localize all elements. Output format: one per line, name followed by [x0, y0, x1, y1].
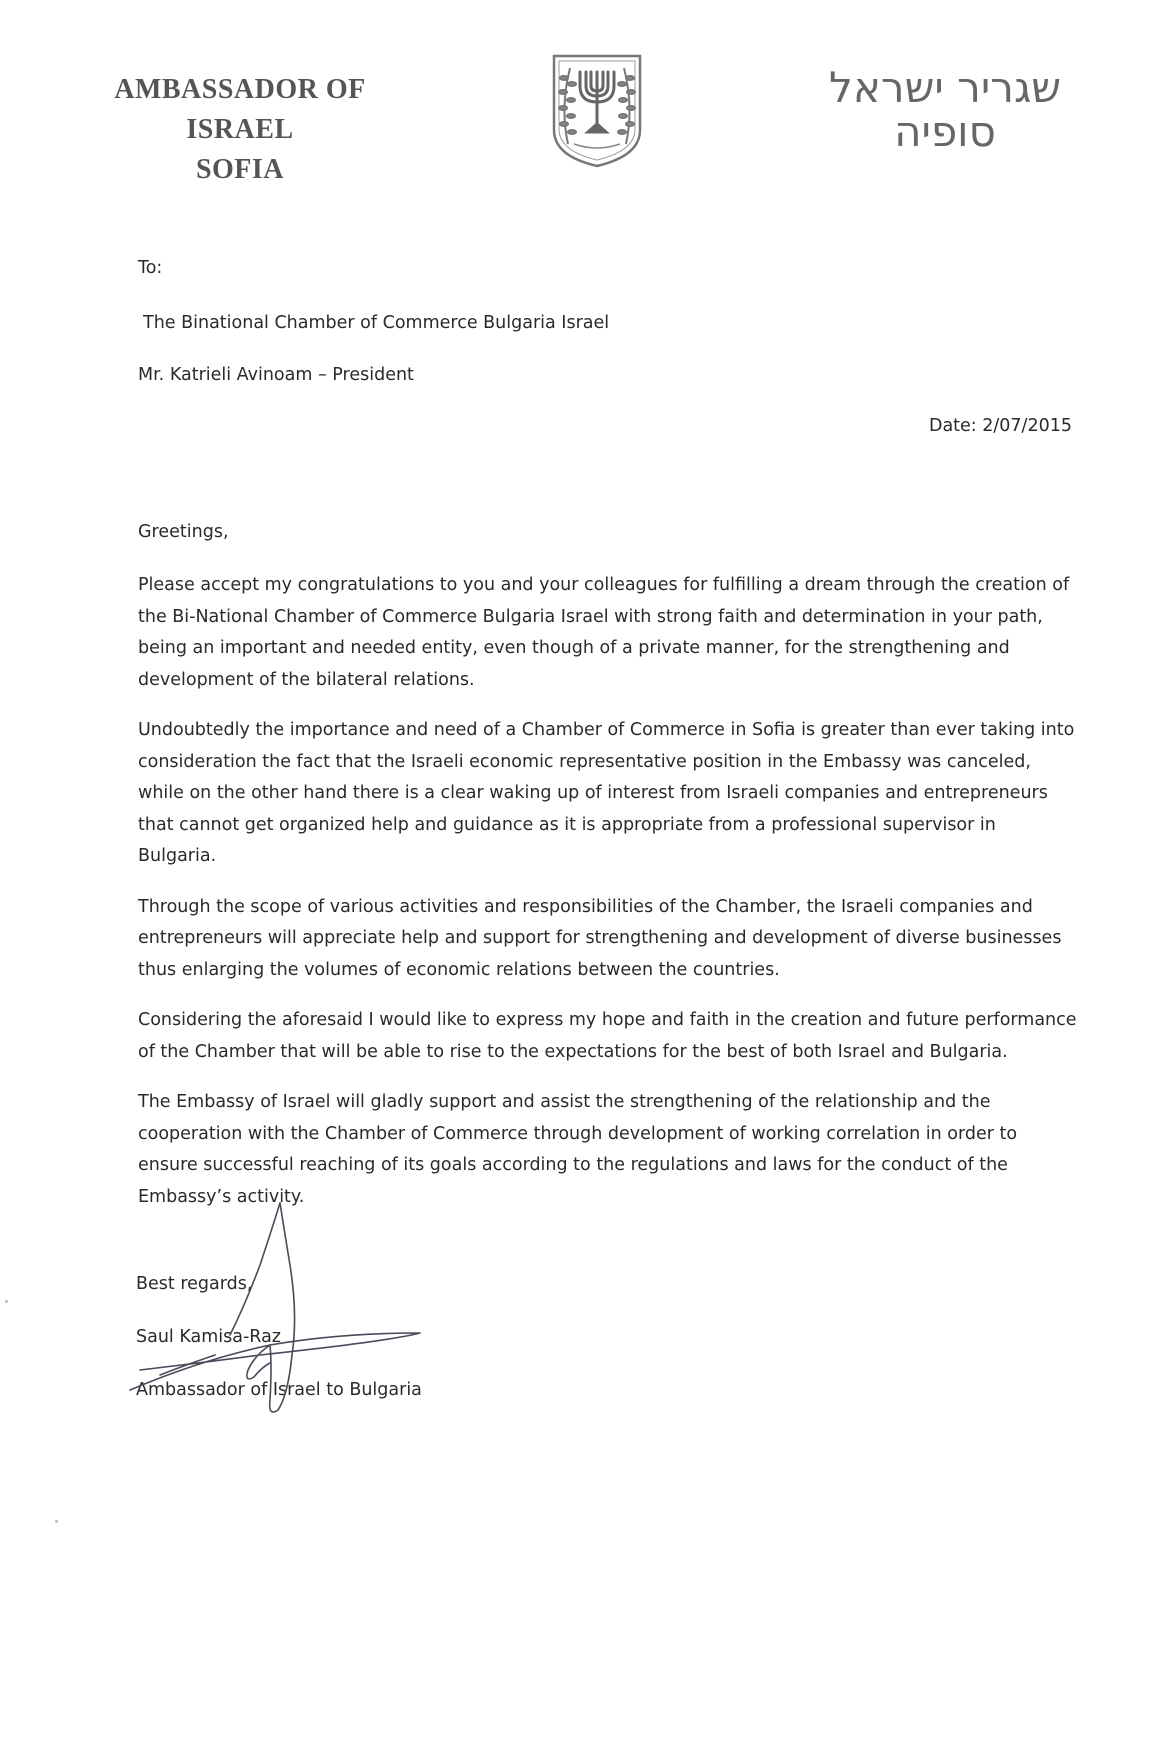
- letter-date: Date: 2/07/2015: [928, 416, 1072, 436]
- paragraph-support: The Embassy of Israel will gladly support and assist the strengthening of the relationship and the cooperation with the Chamber of Commerce through development of working correlation in order to ensure successful reaching of its goals according to the regulations and laws for the conduct of the Embassy’s activity.: [138, 1092, 1018, 1207]
- letterhead-city: SOFIA: [195, 154, 285, 185]
- signer-name: Saul Kamisa-Raz: [136, 1327, 281, 1347]
- letter-body: [138, 570, 1078, 1232]
- to-label: To:: [138, 258, 163, 278]
- recipient-name: Mr. Katrieli Avinoam – President: [138, 365, 414, 385]
- recipient-organization: The Binational Chamber of Commerce Bulgaria Israel: [143, 313, 610, 333]
- paragraph-importance: Undoubtedly the importance and need of a Chamber of Commerce in Sofia is greater than ever taking into consideration the fact that the Israeli economic representative position in the Embassy was canceled, while on the other hand there is a clear waking up of interest from Israeli companies and entrepreneurs that cannot get organized help and guidance as it is appropriate from a professional supervisor in Bulgaria.: [138, 720, 1075, 866]
- letterhead-english: [60, 70, 420, 190]
- state-of-israel-emblem-icon: [548, 52, 646, 168]
- letterhead-hebrew-title: שגריר ישראל: [828, 63, 1062, 112]
- scan-speck: [55, 1520, 58, 1523]
- letterhead-hebrew: [780, 63, 1110, 156]
- handwritten-signature-icon: [120, 1195, 450, 1435]
- letterhead-hebrew-city: סופיה: [894, 107, 996, 156]
- paragraph-congratulations: Please accept my congratulations to you and your colleagues for fulfilling a dream through the creation of the Bi-National Chamber of Commerce Bulgaria Israel with strong faith and determination in your path, being an important and needed entity, even though of a private manner, for the strengthening and development of the bilateral relations.: [138, 575, 1070, 690]
- closing-regards: Best regards,: [136, 1274, 253, 1294]
- paragraph-activities: Through the scope of various activities and responsibilities of the Chamber, the Israeli companies and entrepreneurs will appreciate help and support for strengthening and development of diverse businesses thus enlarging the volumes of economic relations between the countries.: [138, 896, 1062, 980]
- signer-title: Ambassador of Israel to Bulgaria: [136, 1380, 422, 1400]
- scan-speck: [5, 1300, 8, 1303]
- paragraph-hope: Considering the aforesaid I would like to express my hope and faith in the creation and future performance of the Chamber that will be able to rise to the expectations for the best of both Israel and Bulgaria.: [138, 1010, 1077, 1062]
- letterhead-title: AMBASSADOR OF ISRAEL: [114, 74, 366, 145]
- greeting: Greetings,: [138, 522, 229, 542]
